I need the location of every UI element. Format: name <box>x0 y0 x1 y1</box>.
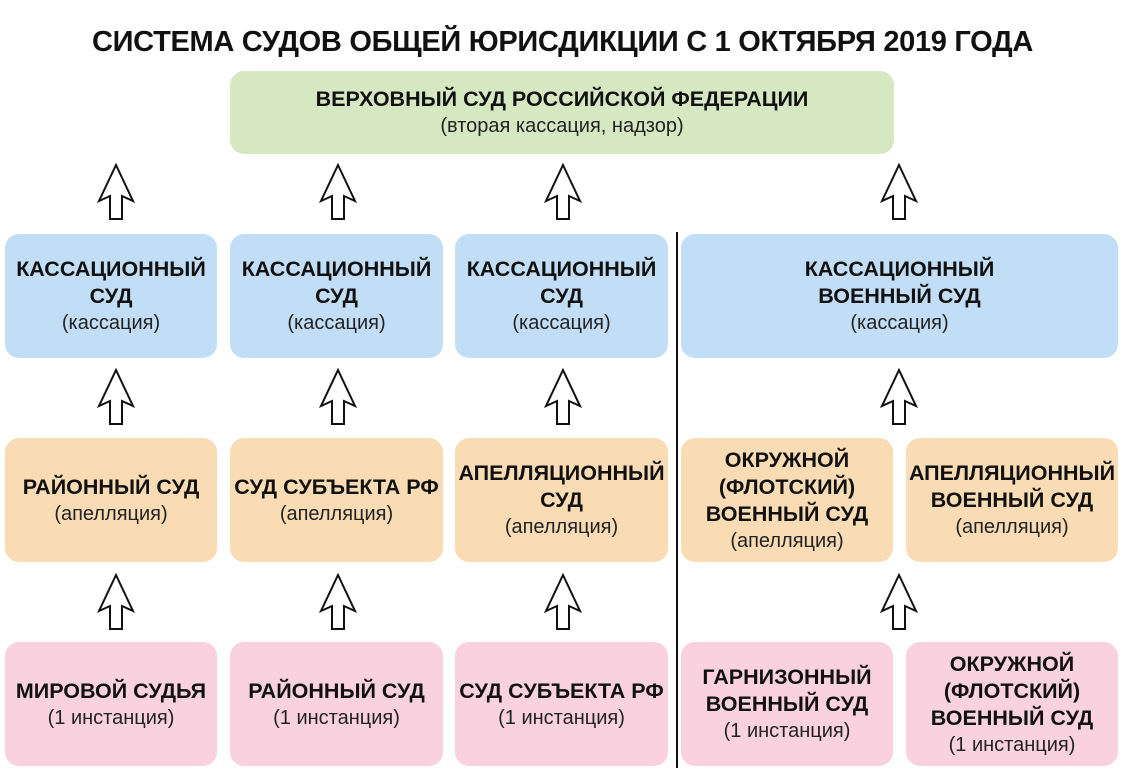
supreme-court-name: ВЕРХОВНЫЙ СУД РОССИЙСКОЙ ФЕДЕРАЦИИ <box>315 87 809 111</box>
military-appeal-court-box <box>906 438 1118 562</box>
court-name: СУД СУБЪЕКТА РФ <box>459 678 664 703</box>
court-name: СУД СУБЪЕКТА РФ <box>234 474 439 499</box>
court-role: (1 инстанция) <box>47 706 175 729</box>
up-arrow-icon <box>544 573 582 631</box>
court-name: КАССАЦИОННЫЙ СУД <box>241 257 432 308</box>
up-arrow-icon <box>97 163 135 221</box>
court-name: АПЕЛЛЯЦИОННЫЙ ВОЕННЫЙ СУД <box>908 461 1116 512</box>
up-arrow-icon <box>319 163 357 221</box>
cassation-court-box <box>5 234 217 358</box>
up-arrow-icon <box>319 573 357 631</box>
up-arrow-icon <box>880 163 918 221</box>
up-arrow-icon <box>544 163 582 221</box>
court-role: (апелляция) <box>730 529 844 552</box>
up-arrow-icon <box>880 573 918 631</box>
court-name: ОКРУЖНОЙ (ФЛОТСКИЙ) ВОЕННЫЙ СУД <box>930 651 1094 730</box>
court-name: КАССАЦИОННЫЙ СУД <box>16 257 206 308</box>
court-role: (кассация) <box>512 312 611 334</box>
court-role: (апелляция) <box>955 516 1069 538</box>
up-arrow-icon <box>544 368 582 426</box>
court-role: (кассация) <box>61 312 161 334</box>
first-instance-court-box <box>5 642 217 766</box>
military-appeal-court-box <box>681 438 893 562</box>
court-name: ГАРНИЗОННЫЙ ВОЕННЫЙ СУД <box>702 665 872 716</box>
up-arrow-icon <box>97 573 135 631</box>
military-first-instance-court-box <box>681 642 893 766</box>
up-arrow-icon <box>880 368 918 426</box>
page-title: СИСТЕМА СУДОВ ОБЩЕЙ ЮРИСДИКЦИИ С 1 ОКТЯБРЯ 2019 ГОДА <box>91 26 1034 58</box>
court-role: (1 инстанция) <box>498 706 625 729</box>
appeal-court-box <box>455 438 668 562</box>
court-name: КАССАЦИОННЫЙ ВОЕННЫЙ СУД <box>804 257 995 308</box>
court-role: (апелляция) <box>54 502 168 525</box>
court-role: (1 инстанция) <box>948 733 1076 756</box>
court-name: ОКРУЖНОЙ (ФЛОТСКИЙ) ВОЕННЫЙ СУД <box>705 447 869 526</box>
court-name: АПЕЛЛЯЦИОННЫЙ СУД <box>458 461 665 512</box>
court-name: РАЙОННЫЙ СУД <box>248 678 425 703</box>
appeal-court-box <box>5 438 217 562</box>
court-name: МИРОВОЙ СУДЬЯ <box>15 678 207 703</box>
first-instance-court-box <box>455 642 668 766</box>
military-courts-divider <box>676 232 678 768</box>
court-name: РАЙОННЫЙ СУД <box>22 474 200 499</box>
cassation-court-box <box>230 234 443 358</box>
court-name: КАССАЦИОННЫЙ СУД <box>466 257 657 308</box>
appeal-court-box <box>230 438 443 562</box>
cassation-court-box <box>455 234 668 358</box>
first-instance-court-box <box>230 642 443 766</box>
up-arrow-icon <box>319 368 357 426</box>
court-role: (1 инстанция) <box>273 706 400 729</box>
court-role: (1 инстанция) <box>723 720 851 742</box>
court-role: (кассация) <box>850 312 949 334</box>
court-role: (апелляция) <box>504 516 619 538</box>
up-arrow-icon <box>97 368 135 426</box>
military-first-instance-court-box <box>906 642 1118 766</box>
court-role: (апелляция) <box>279 502 394 525</box>
military-cassation-court-box <box>681 234 1118 358</box>
supreme-court-box <box>230 71 894 154</box>
supreme-court-role: (вторая кассация, надзор) <box>440 115 684 137</box>
court-role: (кассация) <box>287 312 386 334</box>
